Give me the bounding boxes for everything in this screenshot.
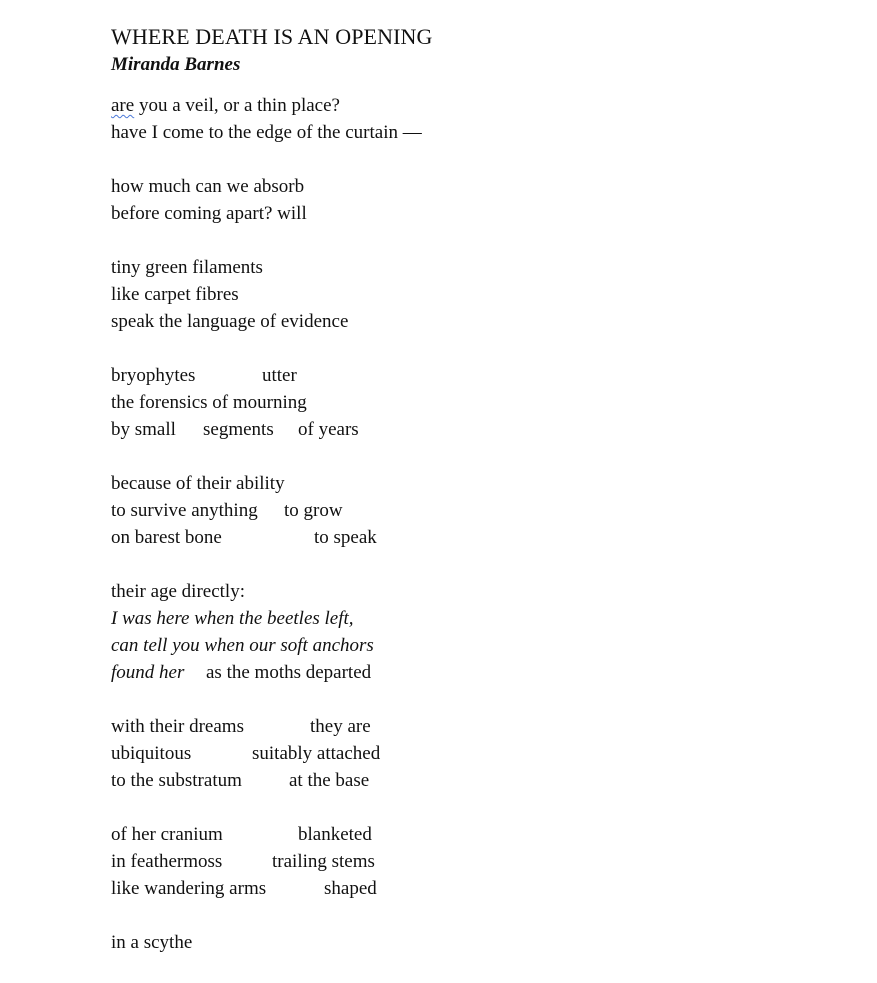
poem-line <box>111 308 422 335</box>
poem-line <box>111 875 422 902</box>
poem-line <box>111 254 422 281</box>
stanza <box>111 929 422 956</box>
poem-body <box>111 92 422 983</box>
line-segment: of years <box>298 419 359 440</box>
stanza <box>111 254 422 335</box>
line-segment: on barest bone <box>111 527 222 548</box>
line-segment: before coming apart? will <box>111 203 307 224</box>
line-segment: because of their ability <box>111 473 285 494</box>
stanza <box>111 470 422 551</box>
line-segment: tiny green filaments <box>111 257 263 278</box>
line-segment: ubiquitous <box>111 743 192 764</box>
spellcheck-flagged-word: are <box>111 95 135 116</box>
line-segment: trailing stems <box>272 851 375 872</box>
line-segment: to speak <box>314 527 377 548</box>
line-segment: in a scythe <box>111 932 193 953</box>
poem-line <box>111 200 422 227</box>
poem-line <box>111 659 422 686</box>
poem-line <box>111 416 422 443</box>
line-segment: to survive anything <box>111 500 258 521</box>
line-segment: to grow <box>284 500 343 521</box>
poem-line <box>111 740 422 767</box>
line-segment: you a veil, or a thin place? <box>134 95 340 116</box>
line-segment: found her <box>111 662 185 683</box>
line-segment: I was here when the beetles left, <box>111 608 354 629</box>
poem-line <box>111 929 422 956</box>
stanza <box>111 821 422 902</box>
line-segment: their age directly: <box>111 581 245 602</box>
poem-line <box>111 848 422 875</box>
poem-line <box>111 632 422 659</box>
line-segment: of her cranium <box>111 824 223 845</box>
poem-line <box>111 524 422 551</box>
poem-line <box>111 281 422 308</box>
poem-line <box>111 389 422 416</box>
line-segment: to the substratum <box>111 770 242 791</box>
line-segment: at the base <box>289 770 370 791</box>
poem-line <box>111 713 422 740</box>
line-segment: suitably attached <box>252 743 381 764</box>
poem-line <box>111 821 422 848</box>
poem-line <box>111 470 422 497</box>
poem-line <box>111 605 422 632</box>
line-segment: as the moths departed <box>206 662 372 683</box>
line-segment: by small <box>111 419 176 440</box>
line-segment: speak the language of evidence <box>111 311 349 332</box>
line-segment: utter <box>262 365 297 386</box>
poem-line <box>111 497 422 524</box>
poem-line <box>111 173 422 200</box>
line-segment: they are <box>310 716 371 737</box>
line-segment: in feathermoss <box>111 851 223 872</box>
poem-title: WHERE DEATH IS AN OPENING <box>111 24 433 49</box>
poem-line <box>111 578 422 605</box>
stanza <box>111 362 422 443</box>
line-segment: have I come to the edge of the curtain — <box>111 122 422 143</box>
poem-line <box>111 767 422 794</box>
line-segment: blanketed <box>298 824 372 845</box>
stanza <box>111 92 422 146</box>
line-segment: the forensics of mourning <box>111 392 307 413</box>
line-segment: like wandering arms <box>111 878 267 899</box>
poem-line <box>111 92 422 119</box>
line-segment: like carpet fibres <box>111 284 239 305</box>
stanza <box>111 578 422 686</box>
poem-line <box>111 119 422 146</box>
line-segment: with their dreams <box>111 716 244 737</box>
stanza <box>111 173 422 227</box>
line-segment: how much can we absorb <box>111 176 305 197</box>
line-segment: segments <box>203 419 274 440</box>
poem-author: Miranda Barnes <box>111 54 241 75</box>
line-segment: can tell you when our soft anchors <box>111 635 374 656</box>
line-segment: shaped <box>324 878 377 899</box>
stanza <box>111 713 422 794</box>
line-segment: bryophytes <box>111 365 196 386</box>
poem-line <box>111 362 422 389</box>
